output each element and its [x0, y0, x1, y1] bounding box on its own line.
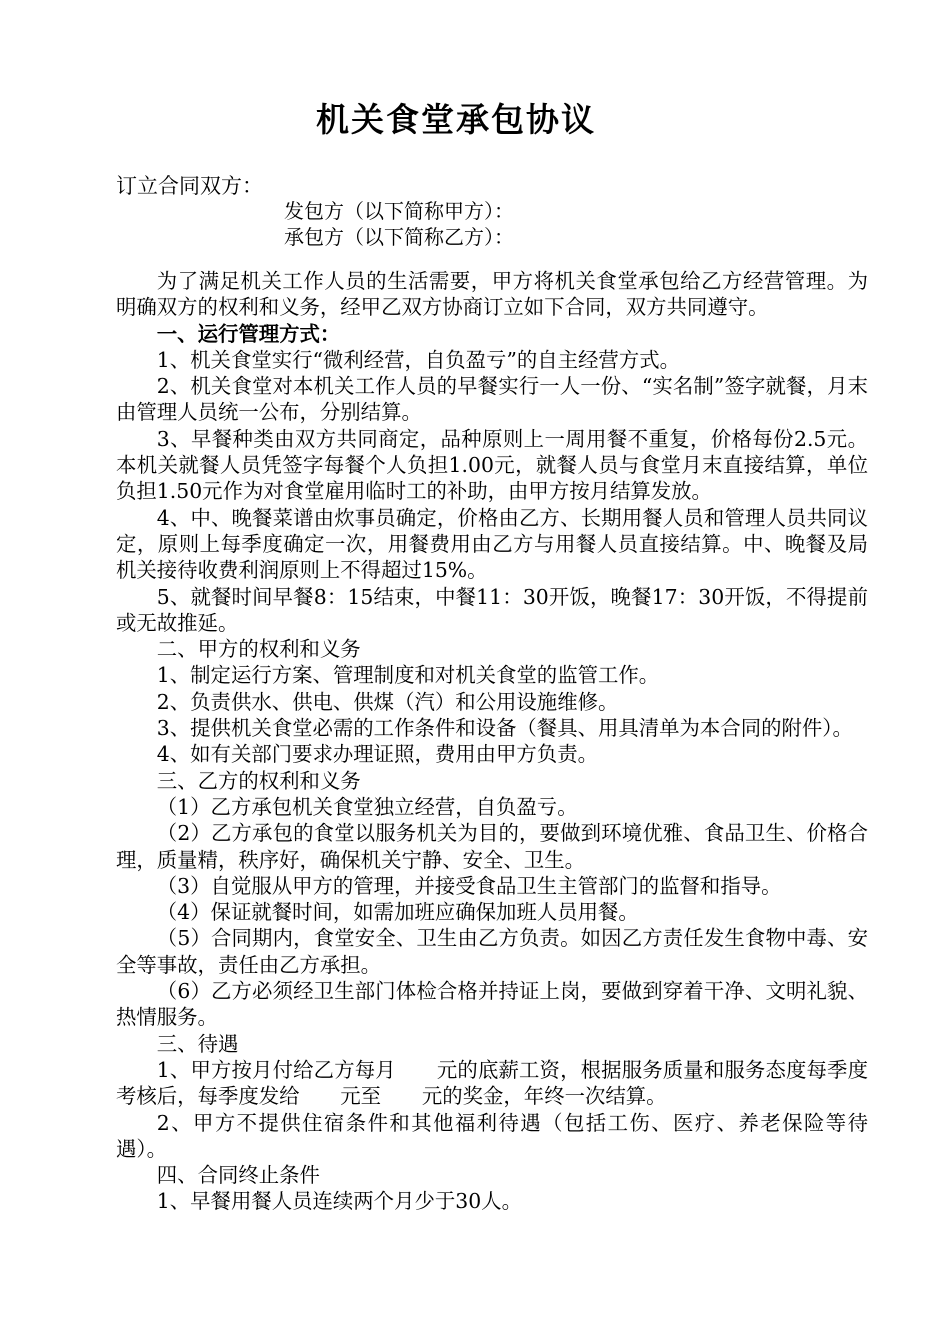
- clause-paragraph: （1）乙方承包机关食堂独立经营，自负盈亏。: [156, 794, 578, 819]
- clause-paragraph: 1、早餐用餐人员连续两个月少于30人。: [156, 1189, 522, 1214]
- clause-paragraph: 2、甲方不提供住宿条件和其他福利待遇（包括工伤、医疗、养老保险等待遇）。: [116, 1110, 868, 1161]
- section-heading-party-a: 二、甲方的权利和义务: [156, 637, 361, 662]
- section-heading-termination: 四、合同终止条件: [156, 1163, 320, 1188]
- clause-paragraph: 1、制定运行方案、管理制度和对机关食堂的监管工作。: [156, 663, 660, 688]
- clause-paragraph: 1、机关食堂实行“微利经营，自负盈亏”的自主经营方式。: [156, 347, 680, 372]
- section-heading-treatment: 三、待遇: [156, 1031, 239, 1056]
- clause-paragraph: 4、中、晚餐菜谱由炊事员确定，价格由乙方、长期用餐人员和管理人员共同议定，原则上每季度确定一次，用餐费用由乙方与用餐人员直接结算。中、晚餐及局机关接待收费利润原则上不得超过15%。: [116, 505, 868, 583]
- document-title: 机关食堂承包协议: [316, 100, 596, 139]
- party-b-line: 承包方（以下简称乙方）：: [284, 225, 514, 249]
- clause-paragraph: （5）合同期内，食堂安全、卫生由乙方负责。如因乙方责任发生食物中毒、安全等事故，责任由乙方承担。: [116, 926, 868, 977]
- clause-paragraph: （6）乙方必须经卫生部门体检合格并持证上岗，要做到穿着干净、文明礼貌、热情服务。: [116, 979, 868, 1030]
- clause-paragraph: 2、机关食堂对本机关工作人员的早餐实行一人一份、“实名制”签字就餐，月末由管理人员统一公布，分别结算。: [116, 374, 868, 425]
- clause-paragraph: （2）乙方承包的食堂以服务机关为目的，要做到环境优雅、食品卫生、价格合理，质量精，秩序好，确保机关宁静、安全、卫生。: [116, 821, 868, 872]
- section-heading-party-b: 三、乙方的权利和义务: [156, 768, 361, 793]
- clause-paragraph: 5、就餐时间早餐8：15结束，中餐11：30开饭，晚餐17：30开饭，不得提前或无故推延。: [116, 584, 868, 635]
- clause-paragraph: 3、早餐种类由双方共同商定，品种原则上一周用餐不重复，价格每份2.5元。本机关就餐人员凭签字每餐个人负担1.00元，就餐人员与食堂月末直接结算，单位负担1.50元作为对食堂雇用临时工的补助，由甲方按月结算发放。: [116, 426, 868, 504]
- clause-paragraph: （4）保证就餐时间，如需加班应确保加班人员用餐。: [156, 900, 639, 925]
- clause-paragraph: 3、提供机关食堂必需的工作条件和设备（餐具、用具清单为本合同的附件）。: [156, 716, 853, 741]
- contract-body: [116, 268, 868, 1215]
- intro-paragraph: 为了满足机关工作人员的生活需要，甲方将机关食堂承包给乙方经营管理。为明确双方的权利和义务，经甲乙双方协商订立如下合同，双方共同遵守。: [116, 269, 868, 320]
- clause-paragraph: 1、甲方按月付给乙方每月 元的底薪工资，根据服务质量和服务态度每季度考核后，每季度发给 元至 元的奖金，年终一次结算。: [116, 1057, 868, 1109]
- clause-paragraph: （3）自觉服从甲方的管理，并接受食品卫生主管部门的监督和指导。: [156, 873, 782, 898]
- section-heading-operation: 一、运行管理方式：: [156, 321, 341, 346]
- clause-paragraph: 2、负责供水、供电、供煤（汽）和公用设施维修。: [156, 689, 619, 714]
- parties-label: 订立合同双方：: [116, 174, 263, 198]
- party-a-line: 发包方（以下简称甲方）：: [284, 199, 514, 223]
- clause-paragraph: 4、如有关部门要求办理证照，费用由甲方负责。: [156, 742, 598, 767]
